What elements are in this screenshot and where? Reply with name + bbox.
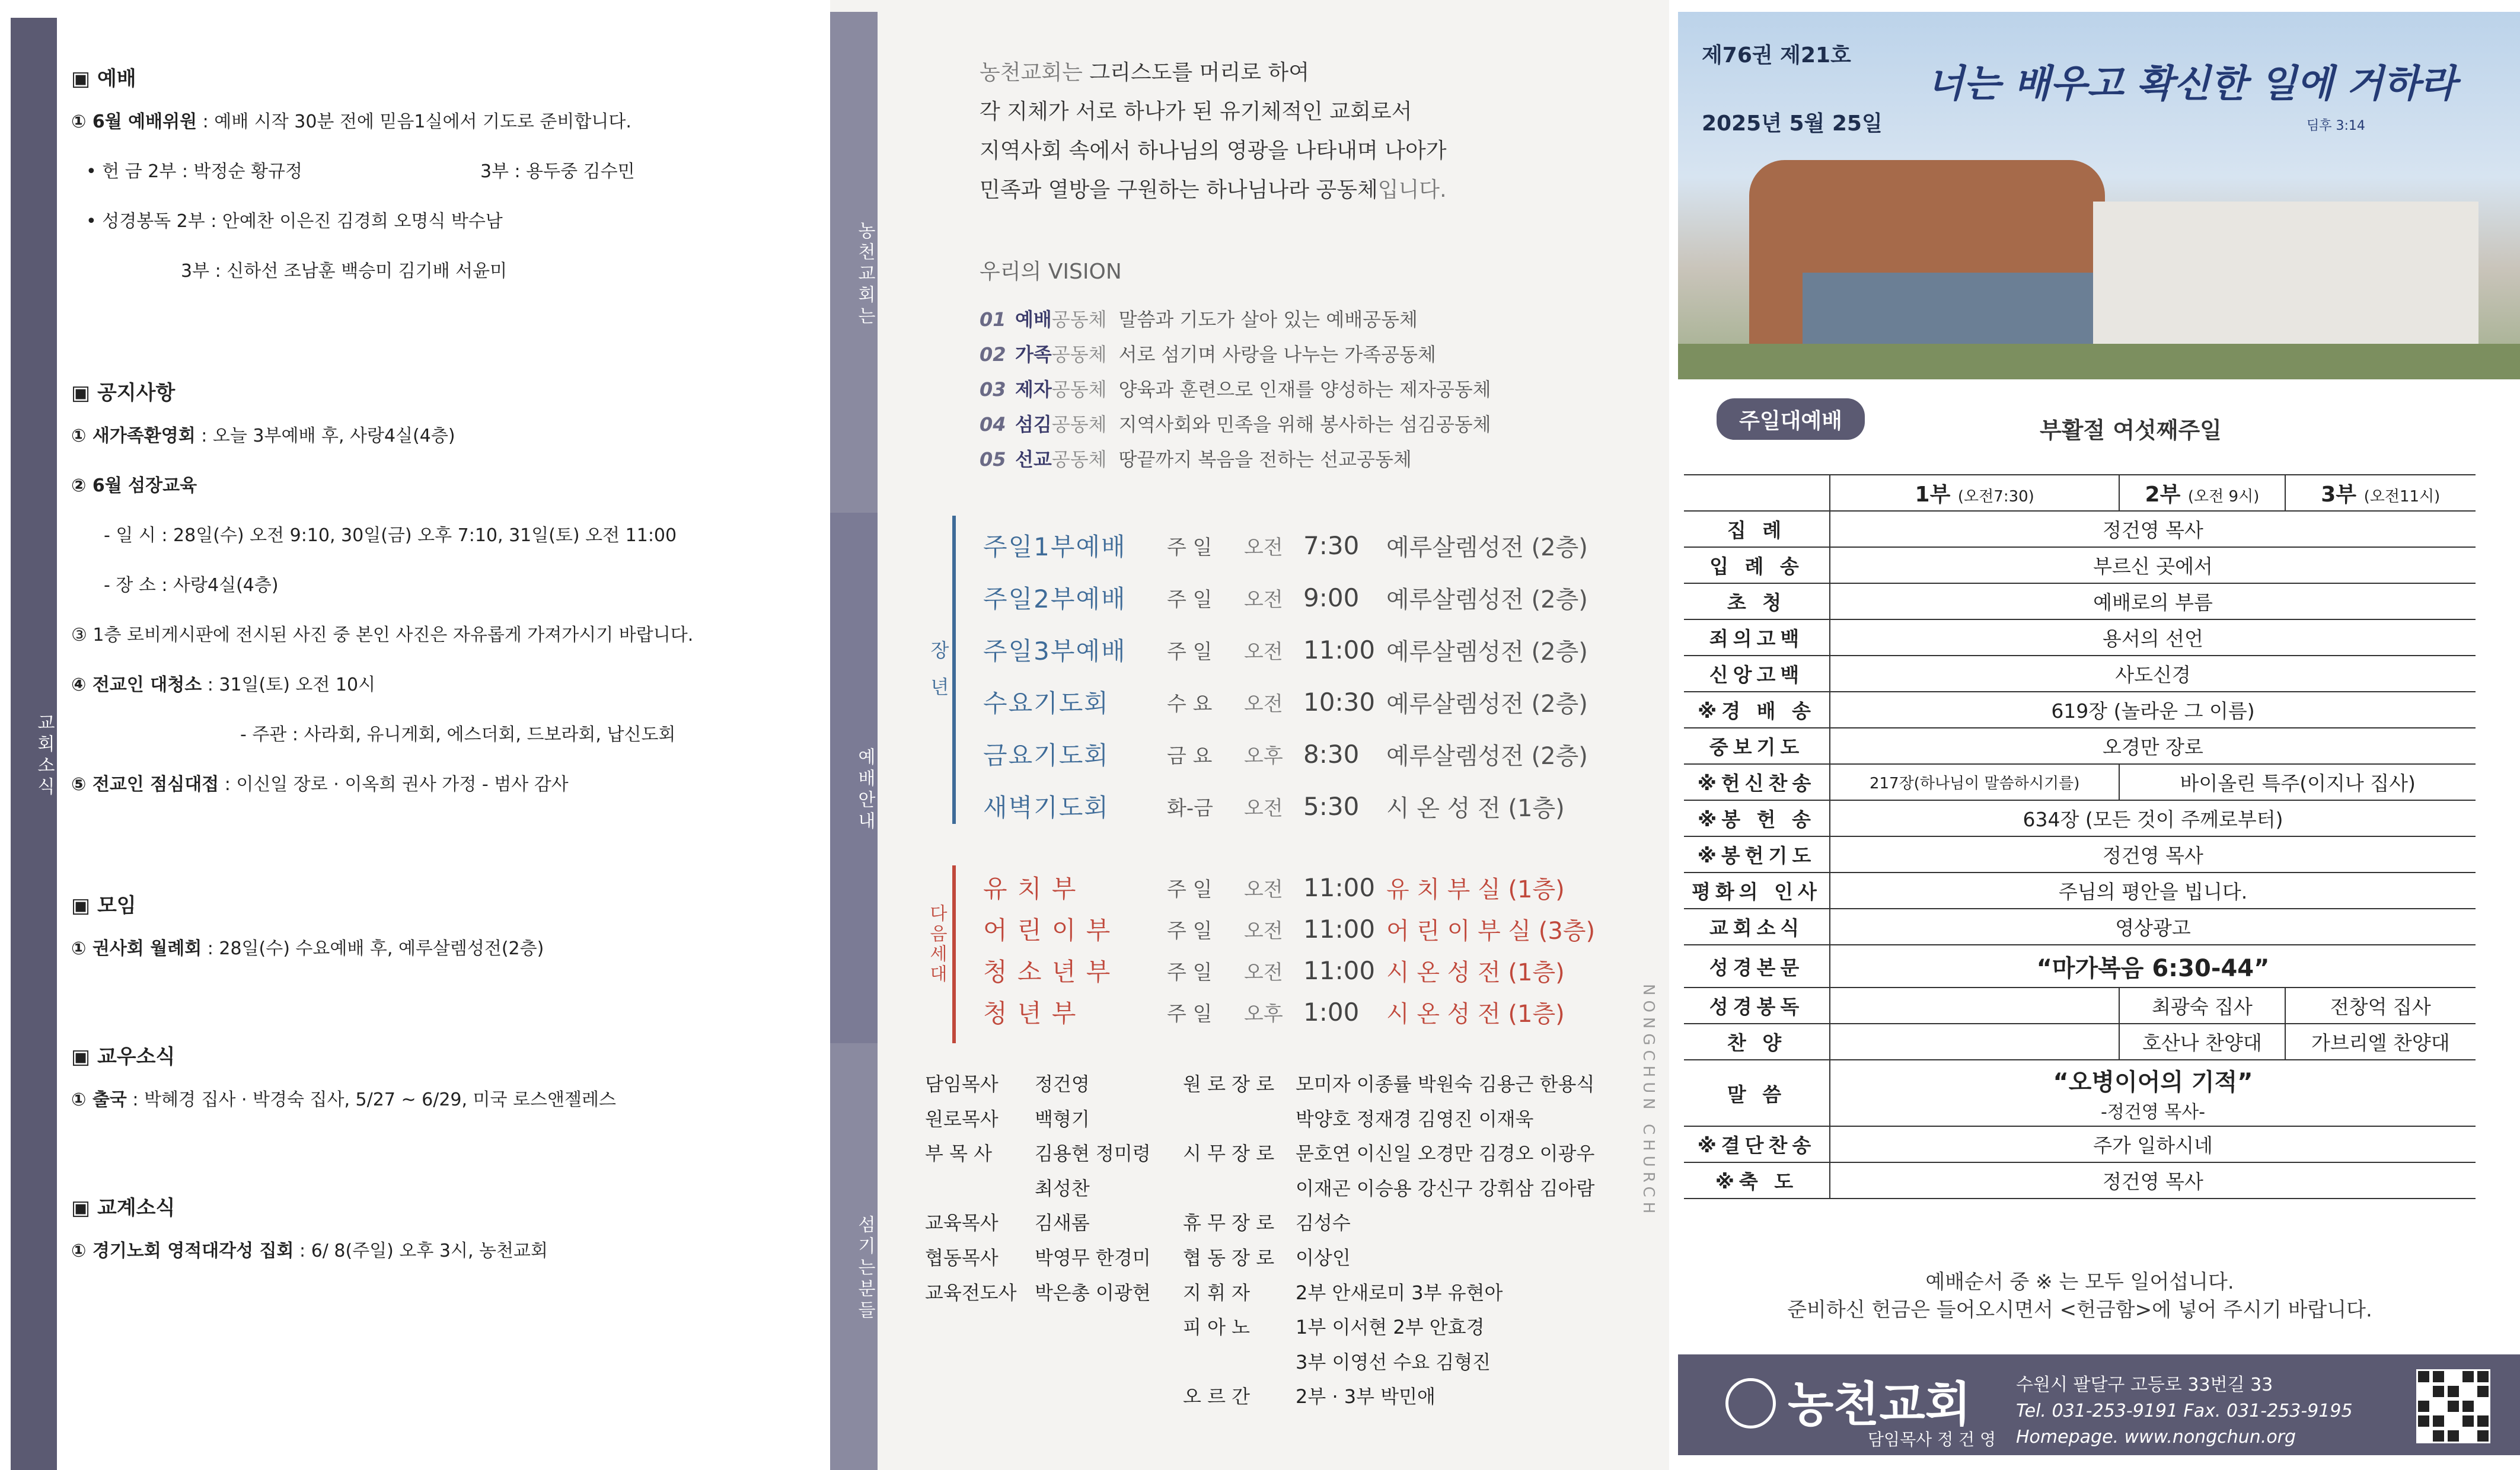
section-title: ▣ 모임 bbox=[71, 894, 136, 918]
church-contact bbox=[2016, 1372, 2353, 1450]
leader-names: 최성찬 bbox=[1035, 1177, 1090, 1200]
order-value: 최광숙 집사 bbox=[2119, 988, 2285, 1024]
leader-row bbox=[1183, 1276, 1594, 1311]
order-label: 집 례 bbox=[1684, 511, 1830, 547]
order-value: 용서의 선언 bbox=[1830, 619, 2476, 656]
schedule-name: 청 년 부 bbox=[983, 999, 1077, 1028]
vision-description: 땅끝까지 복음을 전하는 선교공동체 bbox=[1118, 448, 1412, 471]
order-row bbox=[1684, 728, 2476, 764]
next-gen-schedule bbox=[983, 867, 1595, 1033]
schedule-ampm: 오전 bbox=[1244, 535, 1283, 560]
order-value: 사도신경 bbox=[1830, 656, 2476, 692]
leader-row bbox=[925, 1171, 1151, 1206]
schedule-place: 시 온 성 전 (1층) bbox=[1386, 1000, 1565, 1028]
leader-names: 김용현 정미령 bbox=[1035, 1142, 1151, 1165]
item-heading: ① 6월 예배위원 bbox=[71, 111, 197, 132]
schedule-name: 주일1부예배 bbox=[983, 532, 1127, 561]
schedule-name: 금요기도회 bbox=[983, 741, 1109, 770]
leader-row bbox=[1183, 1241, 1594, 1276]
vision-item bbox=[980, 372, 1491, 407]
leader-names: 박영무 한경미 bbox=[1035, 1246, 1151, 1269]
leader-role: 시 무 장 로 bbox=[1183, 1142, 1275, 1165]
leader-names: 정건영 bbox=[1035, 1073, 1090, 1095]
schedule-day: 금 요 bbox=[1167, 744, 1213, 768]
order-value: 주님의 평안을 빕니다. bbox=[1830, 873, 2476, 909]
leader-row bbox=[925, 1206, 1151, 1241]
vision-suffix: 공동체 bbox=[1051, 413, 1107, 436]
order-row bbox=[1684, 1126, 2476, 1162]
worship-order-table bbox=[1684, 474, 2476, 1199]
order-label: 성경본문 bbox=[1684, 945, 1830, 988]
leader-row bbox=[1183, 1379, 1594, 1414]
schedule-day: 주 일 bbox=[1167, 877, 1213, 902]
order-value bbox=[1830, 988, 2119, 1024]
order-row bbox=[1684, 988, 2476, 1024]
vision-suffix: 공동체 bbox=[1051, 378, 1107, 401]
schedule-row bbox=[983, 950, 1595, 991]
leaders-left bbox=[925, 1067, 1151, 1310]
sermon-title: “오병이어의 기적” bbox=[2053, 1068, 2253, 1096]
order-label: ※봉 헌 송 bbox=[1684, 800, 1830, 836]
order-value bbox=[1830, 1024, 2119, 1060]
header-service-1: 1부 (오전7:30) bbox=[1830, 475, 2119, 511]
order-value: 정건영 목사 bbox=[1830, 511, 2476, 547]
phone-fax: Tel. 031-253-9191 Fax. 031-253-9195 bbox=[2016, 1401, 2353, 1421]
order-row bbox=[1684, 1060, 2476, 1126]
vision-number: 04 bbox=[980, 413, 1006, 436]
schedule-day: 주 일 bbox=[1167, 535, 1213, 560]
leader-row bbox=[1183, 1206, 1594, 1241]
order-row bbox=[1684, 583, 2476, 619]
leader-role: 교육목사 bbox=[925, 1212, 999, 1235]
schedule-name: 청 소 년 부 bbox=[983, 957, 1112, 986]
section-title: ▣ 교우소식 bbox=[71, 1045, 176, 1069]
qr-code-icon[interactable] bbox=[2416, 1369, 2490, 1443]
leader-names: 1부 이서현 2부 안효경 bbox=[1296, 1316, 1485, 1339]
intro-text: 각 지체가 서로 하나가 된 유기체적인 교회로서 bbox=[980, 100, 1412, 124]
item-text: - 주관 : 사라회, 유니게회, 에스더회, 드보라회, 납신도회 bbox=[240, 724, 676, 745]
schedule-ampm: 오후 bbox=[1244, 744, 1283, 768]
item-text: : 예배 시작 30분 전에 믿음1실에서 기도로 준비합니다. bbox=[197, 111, 631, 132]
member-news-section bbox=[71, 1040, 616, 1136]
leader-row bbox=[1183, 1345, 1594, 1380]
order-value: 전창억 집사 bbox=[2285, 988, 2476, 1024]
order-value: 정건영 목사 bbox=[1830, 836, 2476, 873]
next-gen-label: 다음세대 bbox=[926, 904, 947, 985]
leader-names: 백형기 bbox=[1035, 1107, 1090, 1130]
order-row bbox=[1684, 1162, 2476, 1199]
next-gen-divider bbox=[952, 865, 956, 1043]
adult-divider bbox=[952, 516, 956, 824]
leader-names: 이상인 bbox=[1296, 1246, 1351, 1269]
schedule-time: 10:30 bbox=[1303, 687, 1376, 717]
leader-names: 모미자 이종률 박원숙 김용근 한용식 bbox=[1296, 1073, 1595, 1095]
vision-title: 우리의 VISION bbox=[980, 260, 1122, 284]
vision-suffix: 공동체 bbox=[1051, 308, 1107, 331]
senior-pastor: 담임목사 정 건 영 bbox=[1868, 1430, 1996, 1449]
item-heading: ① 권사회 월례회 bbox=[71, 938, 202, 959]
schedule-time: 11:00 bbox=[1303, 873, 1376, 902]
volume-number: 제76권 제21호 bbox=[1702, 43, 1851, 68]
order-value: 오경만 장로 bbox=[1830, 728, 2476, 764]
order-value: 바이올린 특주(이지나 집사) bbox=[2119, 764, 2476, 800]
schedule-name: 새벽기도회 bbox=[983, 793, 1109, 822]
presbytery-news-section bbox=[71, 1191, 548, 1287]
schedule-row bbox=[983, 624, 1588, 676]
leader-row bbox=[1183, 1171, 1594, 1206]
intro-text: 민족과 열방을 구원하는 하나님나라 공동체 bbox=[980, 178, 1378, 202]
vision-name: 예배 bbox=[1015, 308, 1052, 331]
schedule-time: 9:00 bbox=[1303, 583, 1360, 612]
item-text: - 일 시 : 28일(수) 오전 9:10, 30일(금) 오후 7:10, 31일(토) 오전 11:00 bbox=[104, 525, 677, 546]
item-heading: ① 출국 bbox=[71, 1089, 127, 1110]
standing-note: 예배순서 중 ※ 는 모두 일어섭니다. bbox=[1925, 1270, 2234, 1294]
service-badge: 주일대예배 bbox=[1717, 398, 1865, 440]
leader-role: 협 동 장 로 bbox=[1183, 1246, 1275, 1269]
vision-number: 05 bbox=[980, 448, 1006, 471]
schedule-place: 시 온 성 전 (1층) bbox=[1386, 794, 1565, 822]
news-side-label: 교회소식 bbox=[11, 18, 57, 1470]
leader-role: 협동목사 bbox=[925, 1246, 999, 1269]
schedule-time: 11:00 bbox=[1303, 914, 1376, 944]
order-row bbox=[1684, 909, 2476, 945]
vision-suffix: 공동체 bbox=[1051, 448, 1107, 471]
section-title: ▣ 교계소식 bbox=[71, 1196, 176, 1220]
item-text: : 박혜경 집사 · 박경숙 집사, 5/27 ~ 6/29, 미국 로스앤젤레스 bbox=[126, 1089, 616, 1110]
schedule-day: 화-금 bbox=[1167, 796, 1213, 820]
church-intro bbox=[980, 53, 1447, 210]
vision-name: 제자 bbox=[1015, 378, 1052, 401]
item-heading: ⑤ 전교인 점심대접 bbox=[71, 774, 219, 795]
schedule-row bbox=[983, 991, 1595, 1033]
order-value: 부르신 곳에서 bbox=[1830, 547, 2476, 583]
leader-row bbox=[925, 1067, 1151, 1102]
schedule-ampm: 오전 bbox=[1244, 796, 1283, 820]
intro-church-name: 농천교회는 bbox=[980, 60, 1083, 85]
vision-item bbox=[980, 302, 1491, 337]
schedule-row bbox=[983, 519, 1588, 571]
order-value: 영상광고 bbox=[1830, 909, 2476, 945]
schedule-day: 주 일 bbox=[1167, 640, 1213, 664]
address: 수원시 팔달구 고등로 33번길 33 bbox=[2016, 1375, 2273, 1395]
servants-side-label: 섬기는분들 bbox=[830, 1043, 878, 1470]
order-row bbox=[1684, 1024, 2476, 1060]
leader-role: 교육전도사 bbox=[925, 1281, 1017, 1304]
order-value: 가브리엘 찬양대 bbox=[2285, 1024, 2476, 1060]
order-row bbox=[1684, 547, 2476, 583]
leader-row bbox=[925, 1102, 1151, 1137]
schedule-ampm: 오전 bbox=[1244, 640, 1283, 664]
church-building-photo bbox=[1678, 12, 2520, 379]
schedule-row bbox=[983, 780, 1588, 832]
item-text: ③ 1층 로비게시판에 전시된 사진 중 본인 사진은 자유롭게 가져가시기 바랍니다. bbox=[71, 625, 694, 645]
schedule-ampm: 오전 bbox=[1244, 960, 1283, 985]
intro-text: 그리스도를 머리로 하여 bbox=[1082, 60, 1309, 85]
schedule-ampm: 오전 bbox=[1244, 692, 1283, 716]
church-logo-icon bbox=[1725, 1378, 1776, 1429]
order-value: “마가복음 6:30-44” bbox=[1830, 945, 2476, 988]
item-text: : 31일(토) 오전 10시 bbox=[202, 675, 376, 695]
schedule-time: 1:00 bbox=[1303, 997, 1360, 1027]
header-blank bbox=[1684, 475, 1830, 511]
intro-text: 입니다. bbox=[1377, 178, 1447, 202]
order-row bbox=[1684, 836, 2476, 873]
leader-row bbox=[1183, 1136, 1594, 1171]
order-row bbox=[1684, 511, 2476, 547]
schedule-row bbox=[983, 571, 1588, 624]
adult-label: 장년 bbox=[927, 640, 950, 714]
vision-item bbox=[980, 442, 1491, 477]
order-label: 죄의고백 bbox=[1684, 619, 1830, 656]
church-english-name: NONGCHUN CHURCH bbox=[1639, 984, 1657, 1219]
order-row bbox=[1684, 800, 2476, 836]
table-header-row bbox=[1684, 475, 2476, 511]
lawn-shape bbox=[1678, 344, 2520, 379]
vision-item bbox=[980, 337, 1491, 372]
vision-description: 지역사회와 민족을 위해 봉사하는 섬김공동체 bbox=[1118, 413, 1491, 436]
order-label: 찬 양 bbox=[1684, 1024, 1830, 1060]
schedule-day: 주 일 bbox=[1167, 587, 1213, 612]
schedule-name: 주일2부예배 bbox=[983, 584, 1127, 613]
item-text: : 오늘 3부예배 후, 사랑4실(4층) bbox=[195, 426, 455, 446]
schedule-time: 7:30 bbox=[1303, 531, 1360, 560]
leaders-right bbox=[1183, 1067, 1594, 1414]
item-text: 3부 : 용두중 김수민 bbox=[480, 161, 635, 182]
schedule-row bbox=[983, 867, 1595, 908]
order-label: 중보기도 bbox=[1684, 728, 1830, 764]
schedule-place: 예루살렘성전 (2층) bbox=[1386, 533, 1588, 561]
worship-section bbox=[71, 62, 635, 307]
schedule-place: 시 온 성 전 (1층) bbox=[1386, 958, 1565, 986]
item-text: - 장 소 : 사랑4실(4층) bbox=[104, 575, 279, 596]
leader-role: 부 목 사 bbox=[925, 1142, 993, 1165]
worship-guide-side-label: 예배안내 bbox=[830, 513, 878, 1043]
item-text: • 성경봉독 2부 : 안예찬 이은진 김경희 오명식 박수남 bbox=[86, 211, 503, 232]
schedule-day: 수 요 bbox=[1167, 692, 1213, 716]
leader-names: 김새롬 bbox=[1035, 1212, 1090, 1235]
item-text: : 6/ 8(주일) 오후 3시, 농천교회 bbox=[294, 1241, 548, 1261]
meeting-section bbox=[71, 889, 544, 985]
leader-names: 문호연 이신일 오경만 김경오 이광우 bbox=[1296, 1142, 1595, 1165]
order-label: 신앙고백 bbox=[1684, 656, 1830, 692]
order-value: 619장 (놀라운 그 이름) bbox=[1830, 692, 2476, 728]
leader-row bbox=[1183, 1310, 1594, 1345]
order-label: ※경 배 송 bbox=[1684, 692, 1830, 728]
schedule-name: 주일3부예배 bbox=[983, 637, 1127, 666]
schedule-name: 수요기도회 bbox=[983, 689, 1109, 718]
item-heading: ② 6월 섬장교육 bbox=[71, 475, 197, 496]
vision-suffix: 공동체 bbox=[1051, 343, 1107, 366]
leader-row bbox=[925, 1276, 1151, 1311]
motto-verse: 너는 배우고 확신한 일에 거하라 bbox=[1927, 62, 2457, 106]
schedule-ampm: 오전 bbox=[1244, 877, 1283, 902]
leader-row bbox=[925, 1241, 1151, 1276]
leader-row bbox=[1183, 1102, 1594, 1137]
leader-names: 3부 이영선 수요 김형진 bbox=[1296, 1350, 1491, 1373]
order-label: ※봉헌기도 bbox=[1684, 836, 1830, 873]
item-heading: ① 경기노회 영적대각성 집회 bbox=[71, 1241, 294, 1261]
vision-item bbox=[980, 407, 1491, 442]
order-label: 말 씀 bbox=[1684, 1060, 1830, 1126]
schedule-ampm: 오후 bbox=[1244, 1002, 1283, 1026]
sermon-cell bbox=[1830, 1060, 2476, 1126]
leader-role: 담임목사 bbox=[925, 1073, 999, 1095]
order-label: ※축 도 bbox=[1684, 1162, 1830, 1199]
leader-role: 지 휘 자 bbox=[1183, 1281, 1251, 1304]
news-panel bbox=[0, 0, 830, 1470]
order-value: 217장(하나님이 말씀하시기를) bbox=[1830, 764, 2119, 800]
vision-name: 섬김 bbox=[1015, 413, 1052, 436]
vision-number: 01 bbox=[980, 308, 1006, 331]
vision-name: 선교 bbox=[1015, 448, 1052, 471]
section-title: ▣ 예배 bbox=[71, 67, 136, 91]
section-title: ▣ 공지사항 bbox=[71, 381, 176, 405]
order-label: ※헌신찬송 bbox=[1684, 764, 1830, 800]
bulletin-date: 2025년 5월 25일 bbox=[1702, 111, 1883, 136]
vision-description: 서로 섬기며 사랑을 나누는 가족공동체 bbox=[1118, 343, 1436, 366]
leader-row bbox=[1183, 1067, 1594, 1102]
vision-description: 말씀과 기도가 살아 있는 예배공동체 bbox=[1118, 308, 1418, 331]
order-row bbox=[1684, 692, 2476, 728]
schedule-name: 유 치 부 bbox=[983, 874, 1077, 903]
schedule-place: 예루살렘성전 (2층) bbox=[1386, 586, 1588, 613]
guide-panel bbox=[830, 0, 1669, 1470]
offering-note: 준비하신 헌금은 들어오시면서 <헌금함>에 넣어 주시기 바랍니다. bbox=[1787, 1298, 2372, 1322]
schedule-name: 어 린 이 부 bbox=[983, 916, 1112, 945]
leader-names: 박양호 정재경 김영진 이재욱 bbox=[1296, 1107, 1534, 1130]
vision-number: 02 bbox=[980, 343, 1006, 366]
order-row bbox=[1684, 945, 2476, 988]
schedule-row bbox=[983, 728, 1588, 780]
schedule-place: 유 치 부 실 (1층) bbox=[1386, 875, 1565, 903]
header-service-3: 3부 (오전11시) bbox=[2285, 475, 2476, 511]
order-label: 입 례 송 bbox=[1684, 547, 1830, 583]
order-label: ※결단찬송 bbox=[1684, 1126, 1830, 1162]
homepage: Homepage. www.nongchun.org bbox=[2016, 1427, 2296, 1447]
leader-row bbox=[925, 1136, 1151, 1171]
order-label: 평화의 인사 bbox=[1684, 873, 1830, 909]
schedule-place: 예루살렘성전 (2층) bbox=[1386, 690, 1588, 718]
item-text: : 28일(수) 수요예배 후, 예루살렘성전(2층) bbox=[202, 938, 544, 959]
item-text: : 이신일 장로 · 이옥희 권사 가정 - 범사 감사 bbox=[219, 774, 569, 795]
intro-text: 지역사회 속에서 하나님의 영광을 나타내며 나아가 bbox=[980, 139, 1447, 163]
schedule-day: 주 일 bbox=[1167, 1002, 1213, 1026]
vision-number: 03 bbox=[980, 378, 1006, 401]
schedule-time: 5:30 bbox=[1303, 791, 1360, 821]
schedule-time: 11:00 bbox=[1303, 956, 1376, 985]
vision-name: 가족 bbox=[1015, 343, 1052, 366]
leader-role: 원로목사 bbox=[925, 1107, 999, 1130]
leader-names: 2부 · 3부 박민애 bbox=[1296, 1385, 1436, 1408]
schedule-time: 8:30 bbox=[1303, 739, 1360, 769]
order-row bbox=[1684, 619, 2476, 656]
schedule-day: 주 일 bbox=[1167, 919, 1213, 943]
order-value: 주가 일하시네 bbox=[1830, 1126, 2476, 1162]
church-footer bbox=[1678, 1354, 2520, 1455]
order-row bbox=[1684, 656, 2476, 692]
order-row bbox=[1684, 764, 2476, 800]
order-label: 성경봉독 bbox=[1684, 988, 1830, 1024]
vision-list bbox=[980, 302, 1491, 477]
item-text: 3부 : 신하선 조남훈 백승미 김기배 서윤미 bbox=[181, 261, 508, 282]
schedule-place: 예루살렘성전 (2층) bbox=[1386, 638, 1588, 666]
schedule-row bbox=[983, 676, 1588, 728]
vision-description: 양육과 훈련으로 인재를 양성하는 제자공동체 bbox=[1118, 378, 1491, 401]
order-label: 초 청 bbox=[1684, 583, 1830, 619]
church-name: 농천교회 bbox=[1788, 1377, 1972, 1432]
schedule-row bbox=[983, 908, 1595, 950]
leader-names: 2부 안새로미 3부 유현아 bbox=[1296, 1281, 1503, 1304]
schedule-place: 어 린 이 부 실 (3층) bbox=[1386, 917, 1596, 945]
order-value: 예배로의 부름 bbox=[1830, 583, 2476, 619]
leader-names: 이재곤 이승용 강신구 강휘삼 김아람 bbox=[1296, 1177, 1595, 1200]
notice-section bbox=[71, 376, 693, 820]
order-value: 634장 (모든 것이 주께로부터) bbox=[1830, 800, 2476, 836]
item-heading: ① 새가족환영회 bbox=[71, 426, 196, 446]
schedule-ampm: 오전 bbox=[1244, 587, 1283, 612]
leader-role: 피 아 노 bbox=[1183, 1316, 1251, 1339]
leader-names: 김성수 bbox=[1296, 1212, 1351, 1235]
order-row bbox=[1684, 873, 2476, 909]
item-text: • 헌 금 2부 : 박정순 황규정 bbox=[86, 161, 302, 182]
order-label: 교회소식 bbox=[1684, 909, 1830, 945]
leader-role: 오 르 간 bbox=[1183, 1385, 1251, 1408]
item-heading: ④ 전교인 대청소 bbox=[71, 675, 202, 695]
leader-role: 원 로 장 로 bbox=[1183, 1073, 1275, 1095]
header-service-2: 2부 (오전 9시) bbox=[2119, 475, 2285, 511]
schedule-time: 11:00 bbox=[1303, 635, 1376, 664]
adult-schedule bbox=[983, 519, 1588, 832]
schedule-place: 예루살렘성전 (2층) bbox=[1386, 742, 1588, 770]
schedule-ampm: 오전 bbox=[1244, 919, 1283, 943]
sermon-preacher: -정건영 목사- bbox=[2100, 1101, 2206, 1123]
sunday-title: 부활절 여섯째주일 bbox=[2040, 417, 2222, 443]
order-value: 호산나 찬양대 bbox=[2119, 1024, 2285, 1060]
about-side-label: 농천교회는 bbox=[830, 12, 878, 513]
order-value: 정건영 목사 bbox=[1830, 1162, 2476, 1199]
leader-role: 휴 무 장 로 bbox=[1183, 1212, 1275, 1235]
schedule-day: 주 일 bbox=[1167, 960, 1213, 985]
leader-names: 박은총 이광현 bbox=[1035, 1281, 1151, 1304]
motto-reference: 딤후 3:14 bbox=[2307, 119, 2365, 133]
